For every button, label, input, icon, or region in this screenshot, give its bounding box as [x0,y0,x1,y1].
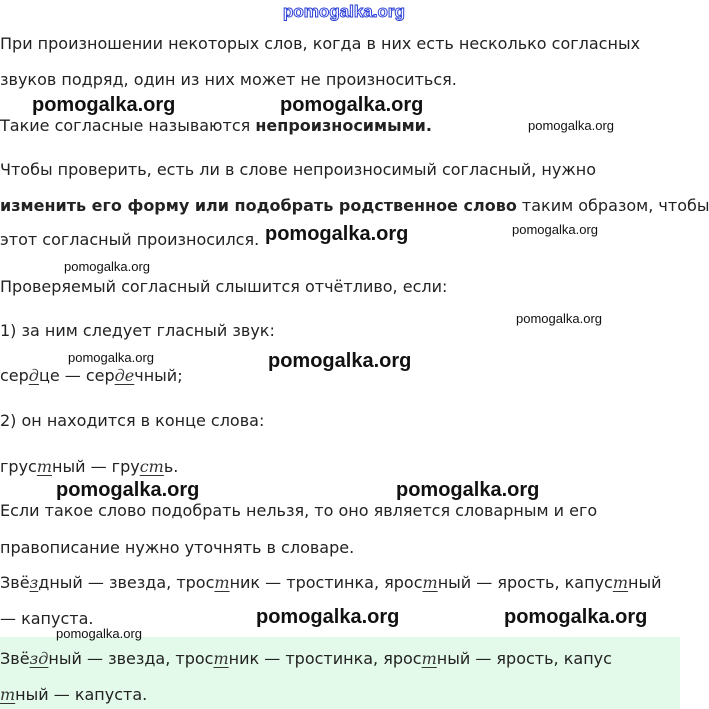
underlined-letter: т [0,685,16,704]
word-part: чный; [134,366,183,385]
underlined-letter: з [29,573,39,592]
paragraph-check-line-2 [0,196,709,216]
word-part: це — сер [38,366,115,385]
word-part: ник — тростинка, ярос [229,573,423,592]
word-part: ный [628,573,662,592]
paragraph-check-line-3: этот согласный произносился. [0,230,260,249]
word-part: ник — тростинка, ярос [228,649,422,668]
definition-text: Такие согласные называются [0,116,256,135]
paragraph-dictionary-line-1: Если такое слово подобрать нельзя, то оно является словарным и его [0,501,598,520]
underlined-letter: т [612,573,629,592]
word-part: ный — ярость, капус [436,649,612,668]
paragraph-dictionary-line-2: правописание нужно уточнять в словаре. [0,538,355,557]
watermark: pomogalka.org [516,311,602,326]
watermark: pomogalka.org [504,606,648,628]
word-part: ный — ярость, капус [437,573,613,592]
underlined-letter: т [422,573,438,592]
word-part: сер [0,366,29,385]
underlined-letter: де [114,366,135,385]
watermark: pomogalka.org [396,479,540,501]
watermark: pomogalka.org [32,94,176,116]
watermark-top: pomogalka.org [283,2,405,21]
rule-rest: таким образом, чтобы [516,196,709,215]
rule-2: 2) он находится в конце слова: [0,411,265,430]
word-part: ный — гру [52,457,140,476]
underlined-letter: ст [139,457,164,476]
watermark: pomogalka.org [528,118,614,133]
term-bold: непроизносимыми. [255,116,432,135]
highlighted-examples-line-2 [0,685,147,705]
watermark: pomogalka.org [265,223,409,245]
example-2 [0,457,178,477]
watermark: pomogalka.org [512,222,598,237]
highlighted-examples-line-1 [0,649,612,669]
underlined-letter: зд [29,649,49,668]
word-part: ный — капуста. [15,685,148,704]
watermark: pomogalka.org [56,479,200,501]
paragraph-check-line-1: Чтобы проверить, есть ли в слове непроизносимый согласный, нужно [0,160,597,179]
paragraph-definition [0,116,432,136]
watermark: pomogalka.org [280,94,424,116]
underlined-letter: т [421,649,437,668]
word-part: Звё [0,649,30,668]
underlined-letter: т [213,649,229,668]
dictionary-examples-line-1 [0,573,662,593]
word-part: Звё [0,573,30,592]
underlined-letter: д [28,366,39,385]
watermark: pomogalka.org [56,626,142,641]
watermark: pomogalka.org [68,350,154,365]
paragraph-intro-line-2: звуков подряд, один из них может не произноситься. [0,70,457,89]
watermark: pomogalka.org [256,606,400,628]
underlined-letter: т [36,457,52,476]
word-part: ный — звезда, трос [48,649,214,668]
rule-bold: изменить его форму или подобрать родственное слово [0,196,517,215]
paragraph-intro-line-1: При произношении некоторых слов, когда в них есть несколько согласных [0,34,641,53]
watermark: pomogalka.org [64,259,150,274]
word-part: грус [0,457,37,476]
underlined-letter: т [214,573,230,592]
paragraph-conditions: Проверяемый согласный слышится отчётливо, если: [0,277,448,296]
word-part: дный — звезда, трос [38,573,215,592]
word-part: ь. [163,457,179,476]
rule-1: 1) за ним следует гласный звук: [0,321,275,340]
dictionary-examples-line-2: — капуста. [0,609,94,628]
watermark: pomogalka.org [268,350,412,372]
example-1 [0,366,183,386]
